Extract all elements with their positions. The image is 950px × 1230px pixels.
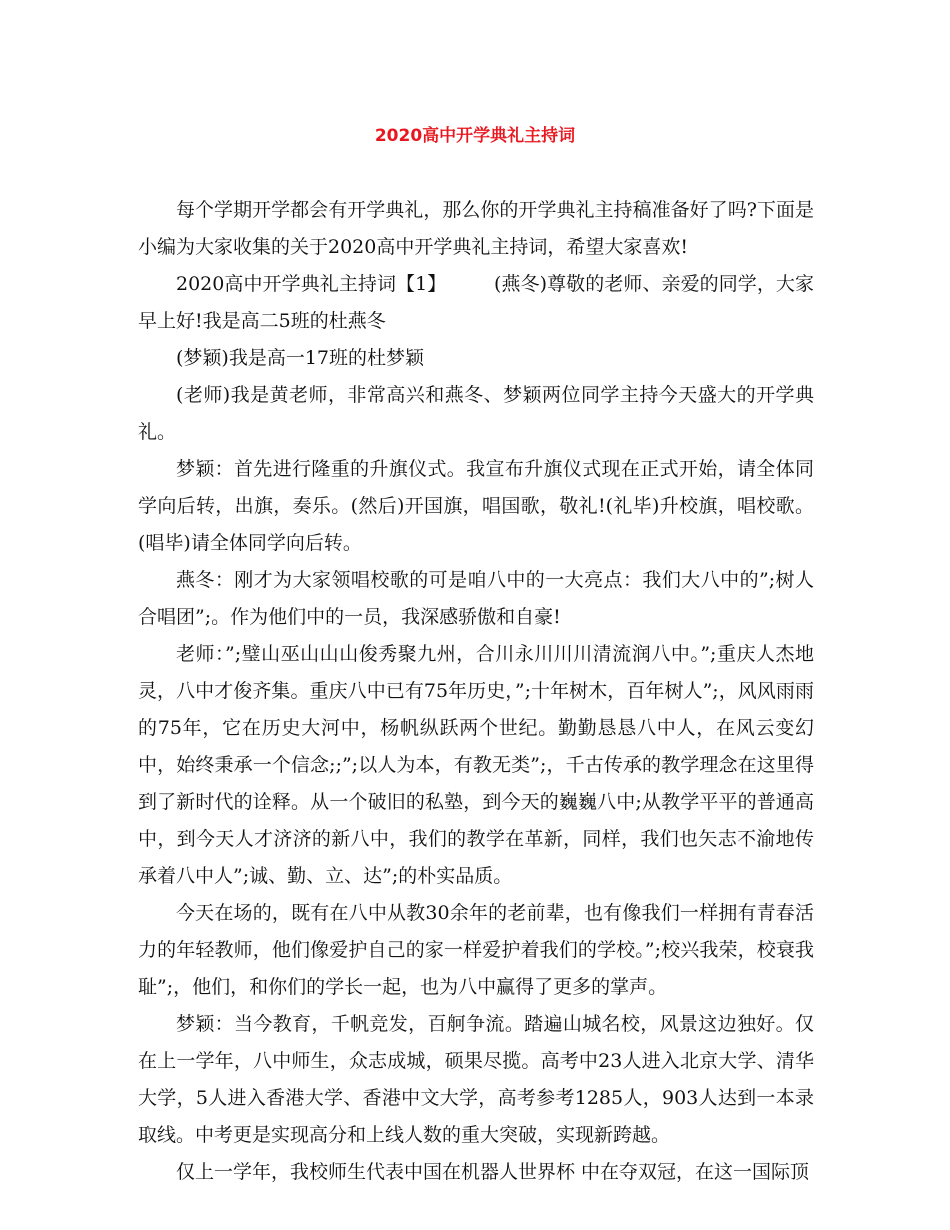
paragraph: 梦颖：首先进行隆重的升旗仪式。我宣布升旗仪式现在正式开始，请全体同学向后转，出旗，奏乐。(然后)开国旗，唱国歌，敬礼!(礼毕)升校旗，唱校歌。(唱毕)请全体同学向后转。 <box>138 458 814 554</box>
document-body <box>138 192 814 1191</box>
paragraph: 梦颖：当今教育，千帆竞发，百舸争流。踏遍山城名校，风景这边独好。仅在上一学年，八中师生，众志成城，硕果尽揽。高考中23人进入北京大学、清华大学，5人进入香港大学、香港中文大学，高考参考1285人，903人达到一本录取线。中考更是实现高分和上线人数的重大突破，实现新跨越。 <box>138 1013 814 1146</box>
paragraph: 老师：”;璧山巫山山山俊秀聚九州，合川永川川川清流润八中。”;重庆人杰地灵，八中才俊齐集。重庆八中已有75年历史，”;十年树木，百年树人”;，风风雨雨的75年，它在历史大河中，杨帆纵跃两个世纪。勤勤恳恳八中人，在风云变幻中，始终秉承一个信念;;”;以人为本，有教无类”;，千古传承的教学理念在这里得到了新时代的诠释。从一个破旧的私塾，到今天的巍巍八中;从教学平平的普通高中，到今天人才济济的新八中，我们的教学在革新，同样，我们也矢志不渝地传承着八中人”;诚、勤、立、达”;的朴实品质。 <box>138 643 814 887</box>
paragraph: 2020高中开学典礼主持词【1】 (燕冬)尊敬的老师、亲爱的同学，大家早上好!我是高二5班的杜燕冬 <box>138 273 814 332</box>
paragraph: 燕冬：刚才为大家领唱校歌的可是咱八中的一大亮点：我们大八中的”;树人合唱团”;。作为他们中的一员，我深感骄傲和自豪! <box>138 569 814 628</box>
paragraph: 今天在场的，既有在八中从教30余年的老前辈，也有像我们一样拥有青春活力的年轻教师，他们像爱护自己的家一样爱护着我们的学校。”;校兴我荣，校衰我耻”;，他们，和你们的学长一起，也为八中赢得了更多的掌声。 <box>138 902 814 998</box>
paragraph: 每个学期开学都会有开学典礼，那么你的开学典礼主持稿准备好了吗?下面是小编为大家收集的关于2020高中开学典礼主持词，希望大家喜欢! <box>138 199 814 258</box>
document-title: 2020高中开学典礼主持词 <box>374 126 576 146</box>
paragraph: (梦颖)我是高一17班的杜梦颖 <box>176 347 425 369</box>
paragraph: 仅上一学年，我校师生代表中国在机器人世界杯 中在夺双冠，在这一国际顶 <box>176 1161 810 1183</box>
paragraph: (老师)我是黄老师，非常高兴和燕冬、梦颖两位同学主持今天盛大的开学典礼。 <box>138 384 814 443</box>
